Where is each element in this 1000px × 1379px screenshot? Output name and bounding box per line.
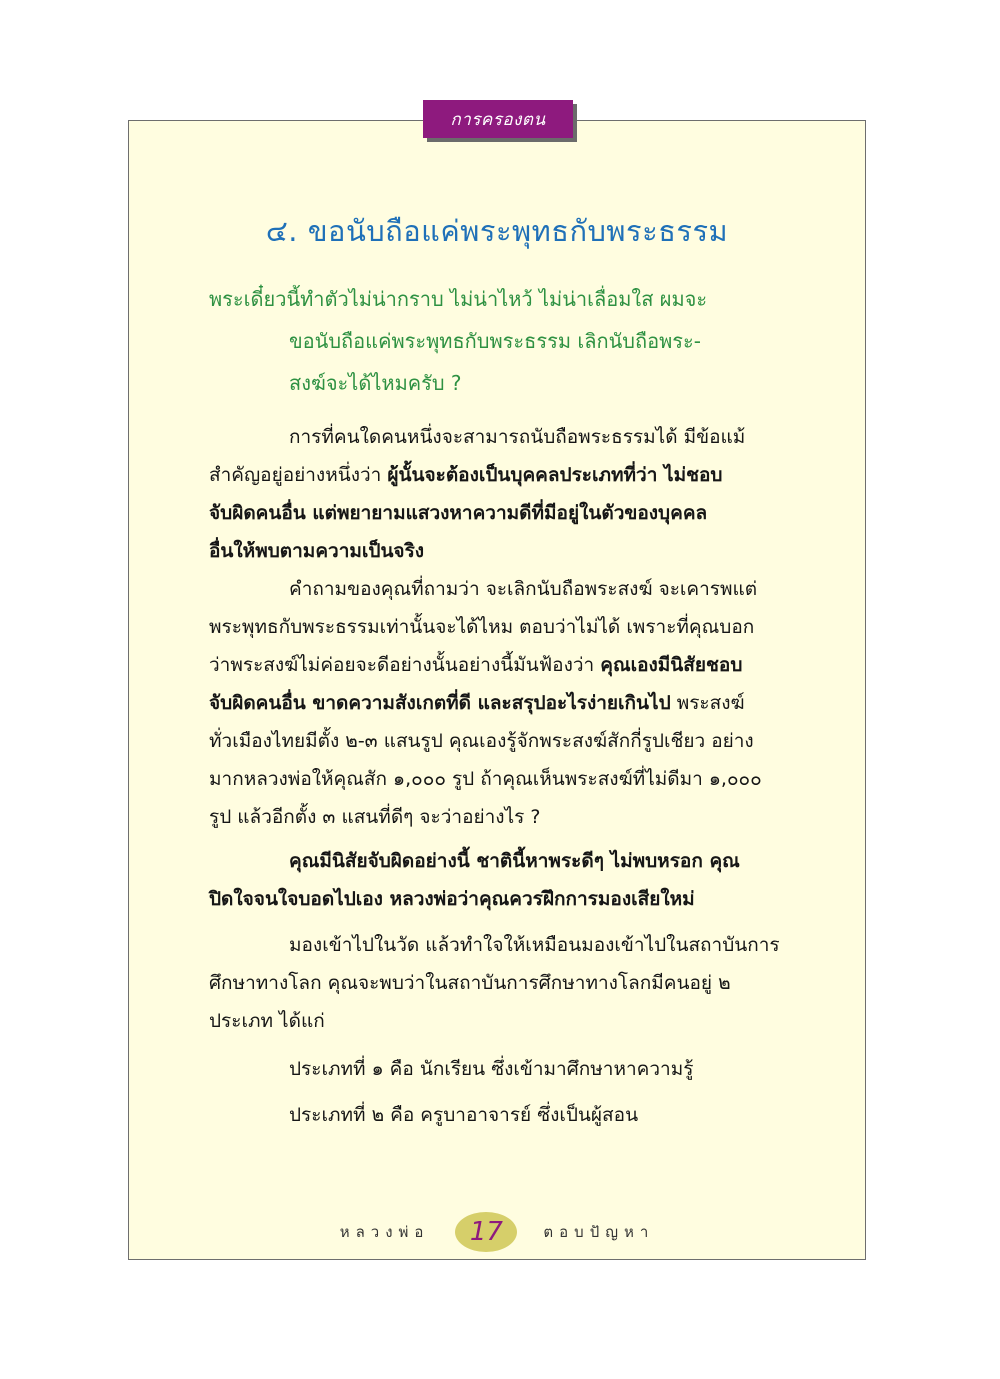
page-number-badge: 17 — [455, 1212, 517, 1252]
text-line — [209, 684, 799, 722]
question-line: ขอนับถือแค่พระพุทธกับพระธรรม เลิกนับถือพระ- — [289, 329, 701, 353]
text-line: ศึกษาทางโลก คุณจะพบว่าในสถาบันการศึกษาทางโลกมีคนอยู่ ๒ — [209, 972, 731, 994]
chapter-title: ๔. ขอนับถือแค่พระพุทธกับพระธรรม — [265, 214, 729, 248]
list-item: ประเภทที่ ๒ คือ ครูบาอาจารย์ ซึ่งเป็นผู้สอน — [289, 1104, 639, 1126]
text-line: การที่คนใดคนหนึ่งจะสามารถนับถือพระธรรมได้ มีข้อแม้ — [289, 426, 746, 448]
bold-text: จับผิดคนอื่น ขาดความสังเกตที่ดี และสรุปอะไรง่ายเกินไป — [209, 692, 671, 714]
text-line — [209, 456, 799, 494]
text-span: พระสงฆ์ — [670, 692, 745, 714]
text-line: มากหลวงพ่อให้คุณสัก ๑,๐๐๐ รูป ถ้าคุณเห็นพระสงฆ์ที่ไม่ดีมา ๑,๐๐๐ — [209, 768, 762, 790]
bold-text: คุณมีนิสัยจับผิดอย่างนี้ ชาตินี้หาพระดีๆ ไม่พบหรอก คุณ — [289, 850, 740, 872]
bold-text: ปิดใจจนใจบอดไปเอง หลวงพ่อว่าคุณควรฝึกการมองเสียใหม่ — [209, 888, 695, 910]
text-line: รูป แล้วอีกตั้ง ๓ แสนที่ดีๆ จะว่าอย่างไร ? — [209, 806, 541, 828]
text-span: ว่าพระสงฆ์ไม่ค่อยจะดีอย่างนั้นอย่างนี้มันฟ้องว่า — [209, 654, 601, 676]
text-span: สำคัญอยู่อย่างหนึ่งว่า — [209, 464, 388, 486]
text-line: ทั่วเมืองไทยมีตั้ง ๒-๓ แสนรูป คุณเองรู้จักพระสงฆ์สักกี่รูปเชียว อย่าง — [209, 730, 754, 752]
bold-text: อื่นให้พบตามความเป็นจริง — [209, 540, 425, 562]
text-line: คำถามของคุณที่ถามว่า จะเลิกนับถือพระสงฆ์ จะเคารพแต่ — [289, 578, 758, 600]
paragraph-1 — [209, 418, 799, 570]
page-footer — [128, 1210, 866, 1254]
text-line: มองเข้าไปในวัด แล้วทำใจให้เหมือนมองเข้าไปในสถาบันการ — [289, 934, 780, 956]
paragraph-2 — [209, 570, 799, 836]
text-line — [209, 646, 799, 684]
bold-text: ผู้นั้นจะต้องเป็นบุคคลประเภทที่ว่า ไม่ชอบ — [387, 464, 723, 486]
type-list — [209, 1046, 799, 1138]
paragraph-4 — [209, 926, 799, 1040]
section-tab: การครองตน — [423, 100, 573, 138]
bold-text: จับผิดคนอื่น แต่พยายามแสวงหาความดีที่มีอยู่ในตัวของบุคคล — [209, 502, 708, 524]
question-block — [209, 278, 799, 404]
list-item: ประเภทที่ ๑ คือ นักเรียน ซึ่งเข้ามาศึกษาหาความรู้ — [289, 1058, 694, 1080]
question-line: พระเดี๋ยวนี้ทำตัวไม่น่ากราบ ไม่น่าไหว้ ไม่น่าเลื่อมใส ผมจะ — [209, 287, 708, 311]
question-line: สงฆ์จะได้ไหมครับ ? — [289, 371, 462, 395]
text-line: ประเภท ได้แก่ — [209, 1010, 325, 1032]
paragraph-3 — [209, 842, 799, 918]
footer-right-text: ตอบปัญหา — [543, 1223, 655, 1241]
text-line: พระพุทธกับพระธรรมเท่านั้นจะได้ไหม ตอบว่าไม่ได้ เพราะที่คุณบอก — [209, 616, 755, 638]
bold-text: คุณเองมีนิสัยชอบ — [600, 654, 743, 676]
footer-left-text: หลวงพ่อ — [339, 1223, 430, 1241]
